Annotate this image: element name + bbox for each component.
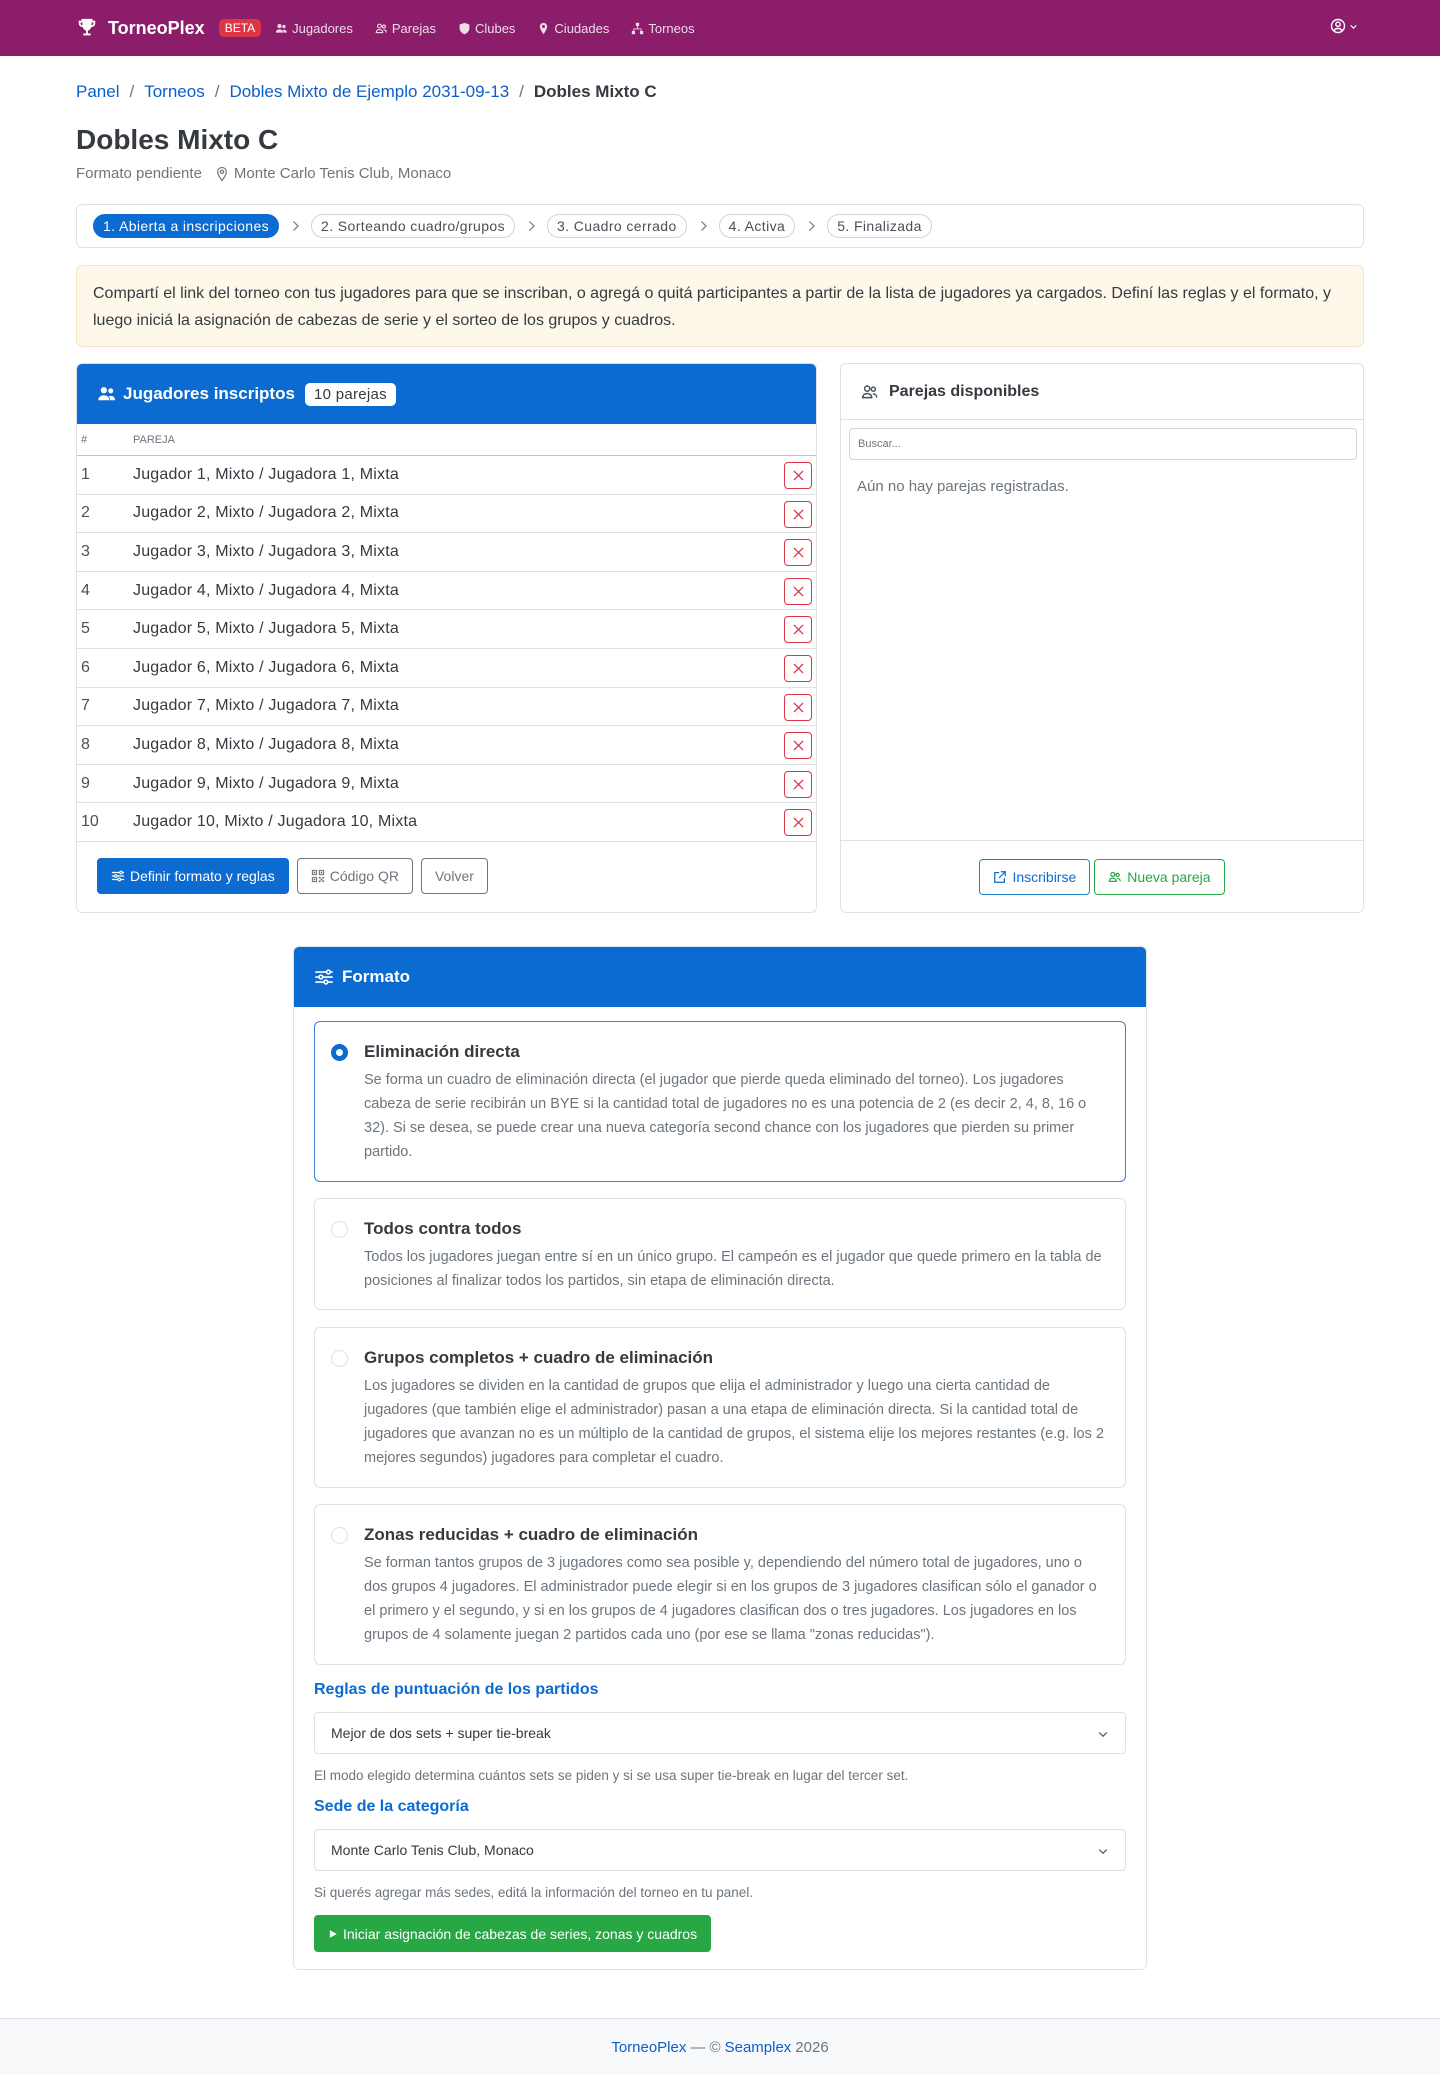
inscriptos-title: Jugadores inscriptos (123, 384, 295, 403)
users-outline-icon (1108, 870, 1122, 884)
venue-help: Si querés agregar más sedes, editá la información del torneo en tu panel. (314, 1885, 754, 1900)
shield-icon (458, 22, 471, 35)
table-row (77, 726, 816, 765)
close-icon (793, 547, 804, 558)
step-sorteando: 2. Sorteando cuadro/grupos (311, 214, 515, 238)
radio-grupos[interactable] (331, 1350, 348, 1367)
map-pin-icon (537, 22, 550, 35)
col-number: # (81, 433, 88, 446)
count-badge: 10 parejas (305, 383, 396, 406)
table-row (77, 610, 816, 649)
breadcrumb (76, 82, 1364, 102)
row-pair-name: Jugador 10, Mixto / Jugadora 10, Mixta (133, 813, 418, 831)
format-status: Formato pendiente (76, 165, 202, 182)
formato-card (293, 946, 1147, 1970)
remove-pair-button[interactable] (784, 809, 812, 836)
user-menu[interactable] (1330, 18, 1358, 34)
info-alert: Compartí el link del torneo con tus jugadores para que se inscriban, o agregá o quitá participantes a partir de la lista de jugadores ya cargados. Definí las reglas y el formato, y luego iniciá la asignación de cabezas de serie y el sorteo de los grupos y cuadros. (76, 265, 1364, 347)
row-number: 5 (81, 620, 90, 638)
breadcrumb-separator: / (129, 82, 135, 101)
footer-company-link[interactable]: Seamplex (724, 2038, 792, 2056)
define-format-button[interactable]: Definir formato y reglas (97, 858, 289, 894)
new-pair-button[interactable]: Nueva pareja (1094, 859, 1224, 895)
row-number: 3 (81, 542, 90, 560)
table-row (77, 649, 816, 688)
empty-message: Aún no hay parejas registradas. (857, 478, 1069, 495)
parejas-card (840, 363, 1364, 913)
scoring-rules-label: Reglas de puntuación de los partidos (314, 1681, 599, 1698)
close-icon (793, 779, 804, 790)
row-number: 8 (81, 735, 90, 753)
user-circle-icon (1330, 18, 1346, 34)
remove-pair-button[interactable] (784, 616, 812, 643)
table-row (77, 572, 816, 611)
format-option-todos[interactable]: Todos contra todos Todos los jugadores juegan entre sí en un único grupo. El campeón es el jugador que quede primero en la tabla de posiciones al finalizar todos los partidos, sin etapa de eliminación directa. (314, 1198, 1126, 1310)
chevron-down-icon (1097, 1728, 1109, 1740)
remove-pair-button[interactable] (784, 732, 812, 759)
nav-clubes[interactable]: Clubes (458, 21, 515, 36)
page-subtitle (76, 165, 1364, 182)
step-abierta: 1. Abierta a inscripciones (93, 214, 279, 238)
nav-jugadores[interactable]: Jugadores (275, 21, 353, 36)
brand-name: TorneoPlex (108, 17, 205, 38)
navbar (0, 0, 1440, 56)
users-outline-icon (375, 22, 388, 35)
external-link-icon (993, 870, 1007, 884)
formato-title: Formato (342, 967, 410, 986)
radio-eliminacion[interactable] (331, 1044, 348, 1061)
parejas-actions (841, 840, 1363, 912)
close-icon (793, 470, 804, 481)
map-pin-icon (214, 166, 230, 182)
users-icon (97, 384, 117, 404)
remove-pair-button[interactable] (784, 501, 812, 528)
status-steps (76, 204, 1364, 248)
row-pair-name: Jugador 8, Mixto / Jugadora 8, Mixta (133, 735, 399, 753)
venue-label: Sede de la categoría (314, 1798, 469, 1815)
row-number: 2 (81, 504, 90, 522)
users-outline-icon (861, 383, 879, 401)
chevron-right-icon (289, 220, 301, 232)
format-option-eliminacion[interactable]: Eliminación directa Se forma un cuadro de eliminación directa (el jugador que pierde queda eliminado del torneo). Los jugadores cabeza de serie recibirán un BYE si la cantidad total de jugadores no es una potencia de 2 (es decir 2, 4, 8, 16 o 32). Si se desea, se puede crear una nueva categoría second chance con los jugadores que pierden su primer partido. (314, 1021, 1126, 1182)
play-icon (328, 1929, 338, 1939)
sliders-icon (314, 967, 334, 987)
close-icon (793, 624, 804, 635)
table-row (77, 803, 816, 842)
radio-zonas[interactable] (331, 1527, 348, 1544)
table-row (77, 688, 816, 727)
users-icon (275, 22, 288, 35)
row-number: 6 (81, 658, 90, 676)
remove-pair-button[interactable] (784, 578, 812, 605)
remove-pair-button[interactable] (784, 539, 812, 566)
chevron-down-icon (1097, 1845, 1109, 1857)
start-seeding-button[interactable]: Iniciar asignación de cabezas de series, zonas y cuadros (314, 1915, 711, 1952)
table-row (77, 765, 816, 804)
close-icon (793, 817, 804, 828)
location: Monte Carlo Tenis Club, Monaco (214, 165, 451, 182)
breadcrumb-tournament[interactable]: Dobles Mixto de Ejemplo 2031-09-13 (229, 82, 510, 101)
venue-select[interactable]: Monte Carlo Tenis Club, Monaco (314, 1829, 1126, 1871)
chevron-down-icon (1349, 22, 1358, 31)
footer-year: 2026 (795, 2038, 829, 2056)
step-finalizada: 5. Finalizada (827, 214, 932, 238)
scoring-rules-select[interactable]: Mejor de dos sets + super tie-break (314, 1712, 1126, 1754)
page-title: Dobles Mixto C (76, 124, 279, 155)
breadcrumb-current: Dobles Mixto C (533, 82, 657, 101)
close-icon (793, 702, 804, 713)
nav-torneos[interactable]: Torneos (631, 21, 694, 36)
row-number: 9 (81, 774, 90, 792)
breadcrumb-panel[interactable]: Panel (76, 82, 120, 101)
formato-header (294, 947, 1146, 1007)
inscriptos-actions (77, 840, 816, 912)
nav-ciudades[interactable]: Ciudades (537, 21, 609, 36)
register-button[interactable]: Inscribirse (979, 859, 1090, 895)
close-icon (793, 509, 804, 520)
qr-code-button[interactable]: Código QR (297, 858, 413, 894)
step-activa: 4. Activa (719, 214, 796, 238)
footer-separator: — © (690, 2038, 721, 2056)
close-icon (793, 586, 804, 597)
table-row (77, 456, 816, 495)
format-option-zonas[interactable]: Zonas reducidas + cuadro de eliminación Se forman tantos grupos de 3 jugadores como sea posible y, dependiendo del número total de jugadores, uno o dos grupos 4 jugadores. El administrador puede elegir si en los grupos de 3 jugadores clasifican sólo el ganador o el primero y el segundo, y si en los grupos de 4 jugadores clasifican dos o tres jugadores. Los jugadores en los grupos de 4 solamente juegan 2 partidos cada uno (por ese se llama "zonas reducidas"). (314, 1504, 1126, 1665)
footer-brand-link[interactable]: TorneoPlex (611, 2038, 687, 2056)
step-cuadro-cerrado: 3. Cuadro cerrado (547, 214, 687, 238)
inscriptos-header (77, 364, 816, 424)
scoring-rules-help: El modo elegido determina cuántos sets se piden y si se usa super tie-break en lugar del tercer set. (314, 1768, 909, 1783)
remove-pair-button[interactable] (784, 655, 812, 682)
search-input[interactable] (849, 428, 1357, 460)
breadcrumb-separator: / (214, 82, 220, 101)
breadcrumb-torneos[interactable]: Torneos (144, 82, 205, 101)
format-option-grupos[interactable]: Grupos completos + cuadro de eliminación Los jugadores se dividen en la cantidad de grupos que elija el administrador y luego una cierta cantidad de jugadores (que también elige el administrador) pasan a una etapa de eliminación directa. Si la cantidad total de jugadores que avanzan no es un múltiplo de la cantidad de grupos, el sistema elije los mejores restantes (e.g. los 2 mejores segundos) jugadores para completar el cuadro. (314, 1327, 1126, 1488)
back-button[interactable]: Volver (421, 858, 488, 894)
row-pair-name: Jugador 9, Mixto / Jugadora 9, Mixta (133, 774, 399, 792)
trophy-icon (76, 17, 98, 39)
radio-todos[interactable] (331, 1221, 348, 1238)
parejas-header (841, 364, 1363, 420)
remove-pair-button[interactable] (784, 694, 812, 721)
close-icon (793, 663, 804, 674)
sliders-icon (111, 869, 125, 883)
row-pair-name: Jugador 2, Mixto / Jugadora 2, Mixta (133, 504, 399, 522)
inscriptos-card (76, 363, 817, 913)
chevron-right-icon (525, 220, 537, 232)
row-pair-name: Jugador 7, Mixto / Jugadora 7, Mixta (133, 697, 399, 715)
row-number: 4 (81, 581, 90, 599)
row-number: 10 (81, 813, 99, 831)
qr-code-icon (311, 869, 325, 883)
brand[interactable] (76, 17, 261, 39)
remove-pair-button[interactable] (784, 462, 812, 489)
diagram-icon (631, 22, 644, 35)
remove-pair-button[interactable] (784, 771, 812, 798)
beta-badge: BETA (219, 19, 261, 37)
table-header (77, 424, 816, 456)
footer (0, 2018, 1440, 2075)
row-pair-name: Jugador 4, Mixto / Jugadora 4, Mixta (133, 581, 399, 599)
nav-parejas[interactable]: Parejas (375, 21, 436, 36)
row-number: 1 (81, 465, 90, 483)
row-pair-name: Jugador 1, Mixto / Jugadora 1, Mixta (133, 465, 399, 483)
row-number: 7 (81, 697, 90, 715)
chevron-right-icon (805, 220, 817, 232)
row-pair-name: Jugador 5, Mixto / Jugadora 5, Mixta (133, 620, 399, 638)
table-row (77, 533, 816, 572)
breadcrumb-separator: / (519, 82, 524, 101)
chevron-right-icon (697, 220, 709, 232)
close-icon (793, 740, 804, 751)
row-pair-name: Jugador 3, Mixto / Jugadora 3, Mixta (133, 542, 399, 560)
col-pareja: PAREJA (133, 433, 175, 446)
row-pair-name: Jugador 6, Mixto / Jugadora 6, Mixta (133, 658, 399, 676)
parejas-title: Parejas disponibles (889, 382, 1040, 400)
table-row (77, 495, 816, 534)
